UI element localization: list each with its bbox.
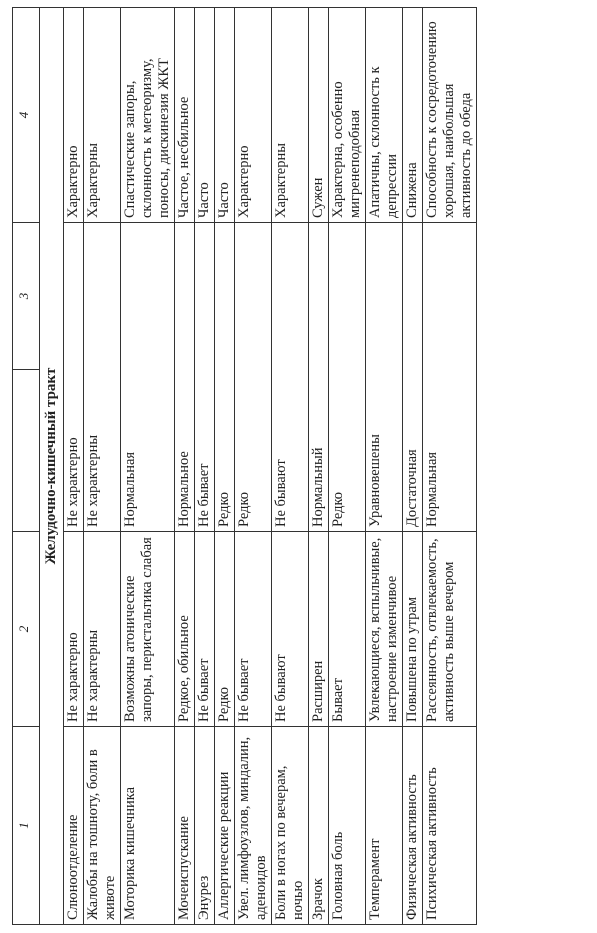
row-label: Темперамент — [366, 727, 403, 925]
table-row — [309, 8, 329, 925]
column-number-blank — [13, 370, 40, 532]
column-3-cell: Не характерно — [64, 223, 84, 532]
column-number-3: 3 — [13, 223, 40, 370]
column-3-cell: Редко — [215, 223, 235, 532]
table-row — [403, 8, 423, 925]
column-3-cell: Нормальная — [121, 223, 175, 532]
table-row — [329, 8, 366, 925]
table-row — [272, 8, 309, 925]
column-2-cell: Возможны атонические запоры, перистальтика слабая — [121, 532, 175, 727]
column-4-cell: Сужен — [309, 8, 329, 223]
column-3-cell: Не бывают — [272, 223, 309, 532]
row-label: Головная боль — [329, 727, 366, 925]
row-label: Психическая активность — [423, 727, 477, 925]
column-4-cell: Характерны — [272, 8, 309, 223]
table-row — [423, 8, 477, 925]
column-4-cell: Характерна, особенно мигренеподобная — [329, 8, 366, 223]
column-2-cell: Редко — [215, 532, 235, 727]
column-4-cell: Часто — [215, 8, 235, 223]
column-number-1: 1 — [13, 727, 40, 925]
column-4-cell: Характерно — [235, 8, 272, 223]
table-row — [195, 8, 215, 925]
table-row — [84, 8, 121, 925]
table-row — [121, 8, 175, 925]
row-label: Жалобы на тошноту, боли в животе — [84, 727, 121, 925]
row-label: Моторика кишечника — [121, 727, 175, 925]
column-2-cell: Не бывают — [272, 532, 309, 727]
column-2-cell: Не характерно — [64, 532, 84, 727]
column-2-cell: Не бывает — [195, 532, 215, 727]
column-3-cell: Редко — [329, 223, 366, 532]
table-row — [64, 8, 84, 925]
column-4-cell: Спастические запоры, склонность к метеоризму, поносы, дискинезия ЖКТ — [121, 8, 175, 223]
table-row — [235, 8, 272, 925]
column-4-cell: Способность к сосредоточению хорошая, наибольшая активность до обеда — [423, 8, 477, 223]
row-label: Слюноотделение — [64, 727, 84, 925]
column-3-cell: Нормальная — [423, 223, 477, 532]
column-2-cell: Повышена по утрам — [403, 532, 423, 727]
column-2-cell: Не характерны — [84, 532, 121, 727]
column-2-cell: Бывает — [329, 532, 366, 727]
column-3-cell: Не характерны — [84, 223, 121, 532]
column-2-cell: Расширен — [309, 532, 329, 727]
row-label: Зрачок — [309, 727, 329, 925]
row-label: Увел. лимфоузлов, миндалин, аденоидов — [235, 727, 272, 925]
column-4-cell: Снижена — [403, 8, 423, 223]
column-4-cell: Характерны — [84, 8, 121, 223]
table-row — [366, 8, 403, 925]
row-label: Боли в ногах по вечерам, ночью — [272, 727, 309, 925]
column-3-cell: Нормальное — [175, 223, 195, 532]
column-3-cell: Не бывает — [195, 223, 215, 532]
column-2-cell: Редкое, обильное — [175, 532, 195, 727]
column-4-cell: Частое, несбильное — [175, 8, 195, 223]
column-3-cell: Нормальный — [309, 223, 329, 532]
column-2-cell: Рассеянность, отвлекаемость, активность выше вечером — [423, 532, 477, 727]
table-row — [175, 8, 195, 925]
row-label: Мочеиспускание — [175, 727, 195, 925]
section-title: Желудочно-кишечный тракт — [40, 8, 64, 925]
column-3-cell: Уравновешены — [366, 223, 403, 532]
section-row — [40, 8, 64, 925]
comparison-table — [12, 7, 477, 925]
column-number-row — [13, 8, 40, 925]
row-label: Энурез — [195, 727, 215, 925]
row-label: Физическая активность — [403, 727, 423, 925]
column-4-cell: Характерно — [64, 8, 84, 223]
table-row — [215, 8, 235, 925]
column-number-2: 2 — [13, 532, 40, 727]
column-4-cell: Часто — [195, 8, 215, 223]
column-3-cell: Достаточная — [403, 223, 423, 532]
row-label: Аллергические реакции — [215, 727, 235, 925]
column-number-4: 4 — [13, 8, 40, 223]
column-2-cell: Увлекающиеся, вспыльчивые, настроение изменчивое — [366, 532, 403, 727]
column-4-cell: Апатичны, склонность к депрессии — [366, 8, 403, 223]
column-3-cell: Редко — [235, 223, 272, 532]
column-2-cell: Не бывает — [235, 532, 272, 727]
